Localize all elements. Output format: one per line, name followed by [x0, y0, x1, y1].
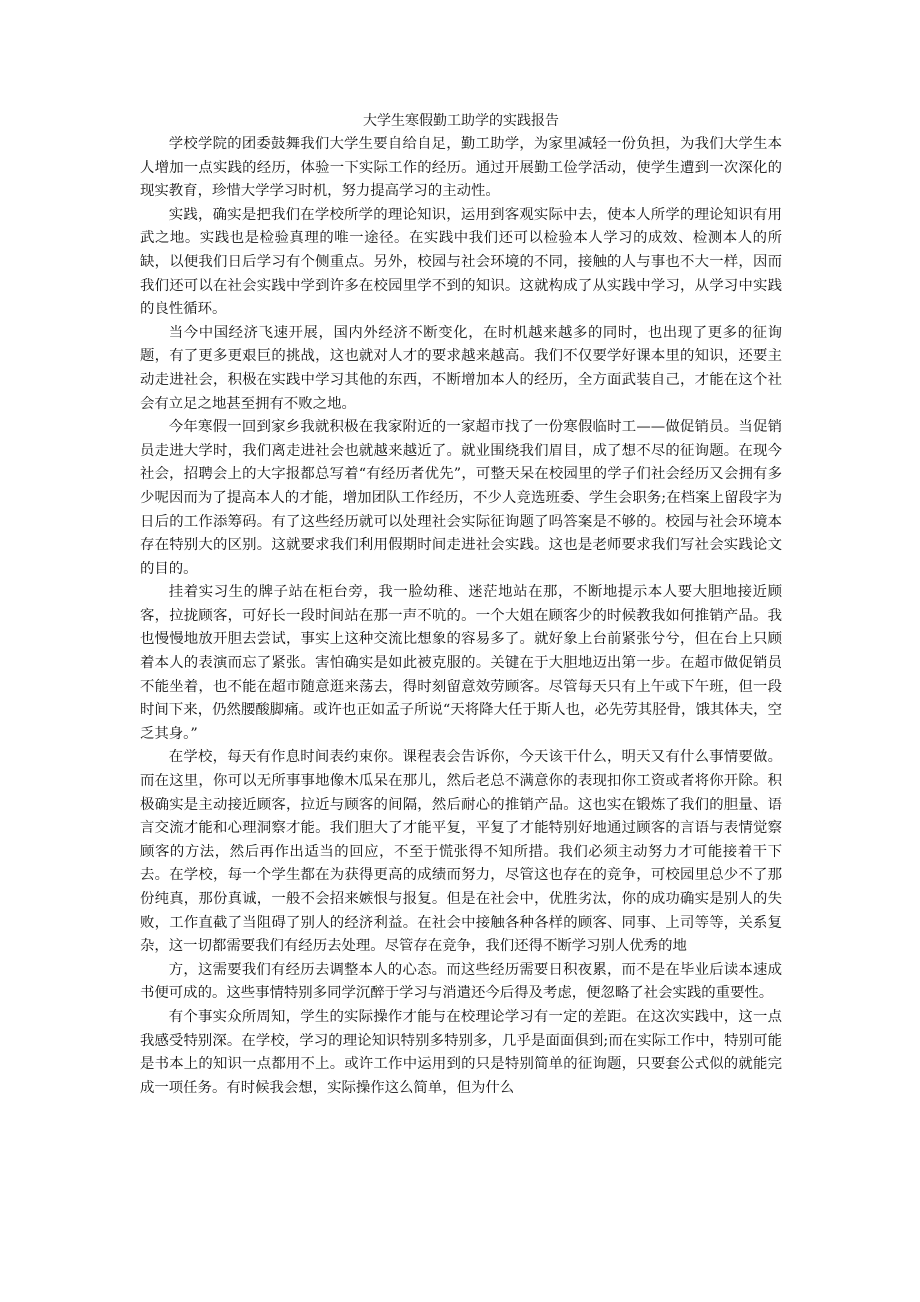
document-page — [140, 110, 782, 1100]
paragraph-5: 挂着实习生的牌子站在柜台旁，我一脸幼稚、迷茫地站在那，不断地提示本人要大胆地接近顾客，拉拢顾客，可好长一段时间站在那一声不吭的。一个大姐在顾客少的时候教我如何推销产品。我也慢慢地放开胆去尝试，事实上这种交流比想象的容易多了。就好象上台前紧张兮兮，但在台上只顾着本人的表演而忘了紧张。害怕确实是如此被克服的。关键在于大胆地迈出第一步。在超市做促销员不能坐着，也不能在超市随意逛来荡去，得时刻留意效劳顾客。尽管每天只有上午或下午班，但一段时间下来，仍然腰酸脚痛。或许也正如孟子所说“天将降大任于斯人也，必先劳其胫骨，饿其体夫，空乏其身。” — [140, 584, 782, 742]
paragraph-6: 在学校，每天有作息时间表约束你。课程表会告诉你，今天该干什么，明天又有什么事情要做。而在这里，你可以无所事事地像木瓜呆在那儿，然后老总不满意你的表现扣你工资或者将你开除。积极确实是主动接近顾客，拉近与顾客的间隔，然后耐心的推销产品。这也实在锻炼了我们的胆量、语言交流才能和心理洞察才能。我们胆大了才能平复，平复了才能特别好地通过顾客的言语与表情觉察顾客的方法，然后再作出适当的回应，不至于慌张得不知所措。我们必须主动努力才可能接着干下去。在学校，每一个学生都在为获得更高的成绩而努力，尽管这也存在的竞争，可校园里总少不了那份纯真，那份真诚，一般不会招来嫉恨与报复。但是在社会中，优胜劣汰，你的成功确实是别人的失败，工作直截了当阻碍了别人的经济利益。在社会中接触各种各样的顾客、同事、上司等等，关系复杂，这一切都需要我们有经历去处理。尽管存在竞争，我们还得不断学习别人优秀的地 — [140, 749, 782, 955]
paragraph-1: 学校学院的团委鼓舞我们大学生要自给自足，勤工助学，为家里减轻一份负担，为我们大学生本人增加一点实践的经历，体验一下实际工作的经历。通过开展勤工俭学活动，使学生遭到一次深化的现实教育，珍惜大学学习时机，努力提高学习的主动性。 — [140, 136, 782, 200]
paragraph-2: 实践，确实是把我们在学校所学的理论知识，运用到客观实际中去，使本人所学的理论知识有用武之地。实践也是检验真理的唯一途径。在实践中我们还可以检验本人学习的成效、检测本人的所缺，以便我们日后学习有个侧重点。另外，校园与社会环境的不同，接触的人与事也不大一样，因而我们还可以在社会实践中学到许多在校园里学不到的知识。这就构成了从实践中学习，从学习中实践的良性循环。 — [140, 206, 782, 318]
document-title: 大学生寒假勤工助学的实践报告 — [363, 113, 559, 129]
paragraph-7: 方，这需要我们有经历去调整本人的心态。而这些经历需要日积夜累，而不是在毕业后读本速成书便可成的。这些事情特别多同学沉醉于学习与消遣还今后得及考虑，便忽略了社会实践的重要性。 — [140, 961, 782, 1002]
paragraph-3: 当今中国经济飞速开展，国内外经济不断变化，在时机越来越多的同时，也出现了更多的征询题，有了更多更艰巨的挑战，这也就对人才的要求越来越高。我们不仅要学好课本里的知识，还要主动走进社会，积极在实践中学习其他的东西，不断增加本人的经历，全方面武装自己，才能在这个社会有立足之地甚至拥有不败之地。 — [140, 324, 782, 412]
paragraph-8: 有个事实众所周知，学生的实际操作才能与在校理论学习有一定的差距。在这次实践中，这一点我感受特别深。在学校，学习的理论知识特别多特别多，几乎是面面俱到;而在实际工作中，特别可能是书本上的知识一点都用不上。或许工作中运用到的只是特别简单的征询题，只要套公式似的就能完成一项任务。有时候我会想，实际操作这么简单，但为什么 — [140, 1008, 782, 1096]
paragraph-4: 今年寒假一回到家乡我就积极在我家附近的一家超市找了一份寒假临时工——做促销员。当促销员走进大学时，我们离走进社会也就越来越近了。就业围绕我们眉目，成了想不尽的征询题。在现今社会，招聘会上的大字报都总写着“有经历者优先”，可整天呆在校园里的学子们社会经历又会拥有多少呢因而为了提高本人的才能，增加团队工作经历，不少人竞选班委、学生会职务;在档案上留段字为日后的工作添筹码。有了这些经历就可以处理社会实际征询题了吗答案是不够的。校园与社会环境本存在特别大的区别。这就要求我们利用假期时间走进社会实践。这也是老师要求我们写社会实践论文的目的。 — [140, 419, 782, 577]
